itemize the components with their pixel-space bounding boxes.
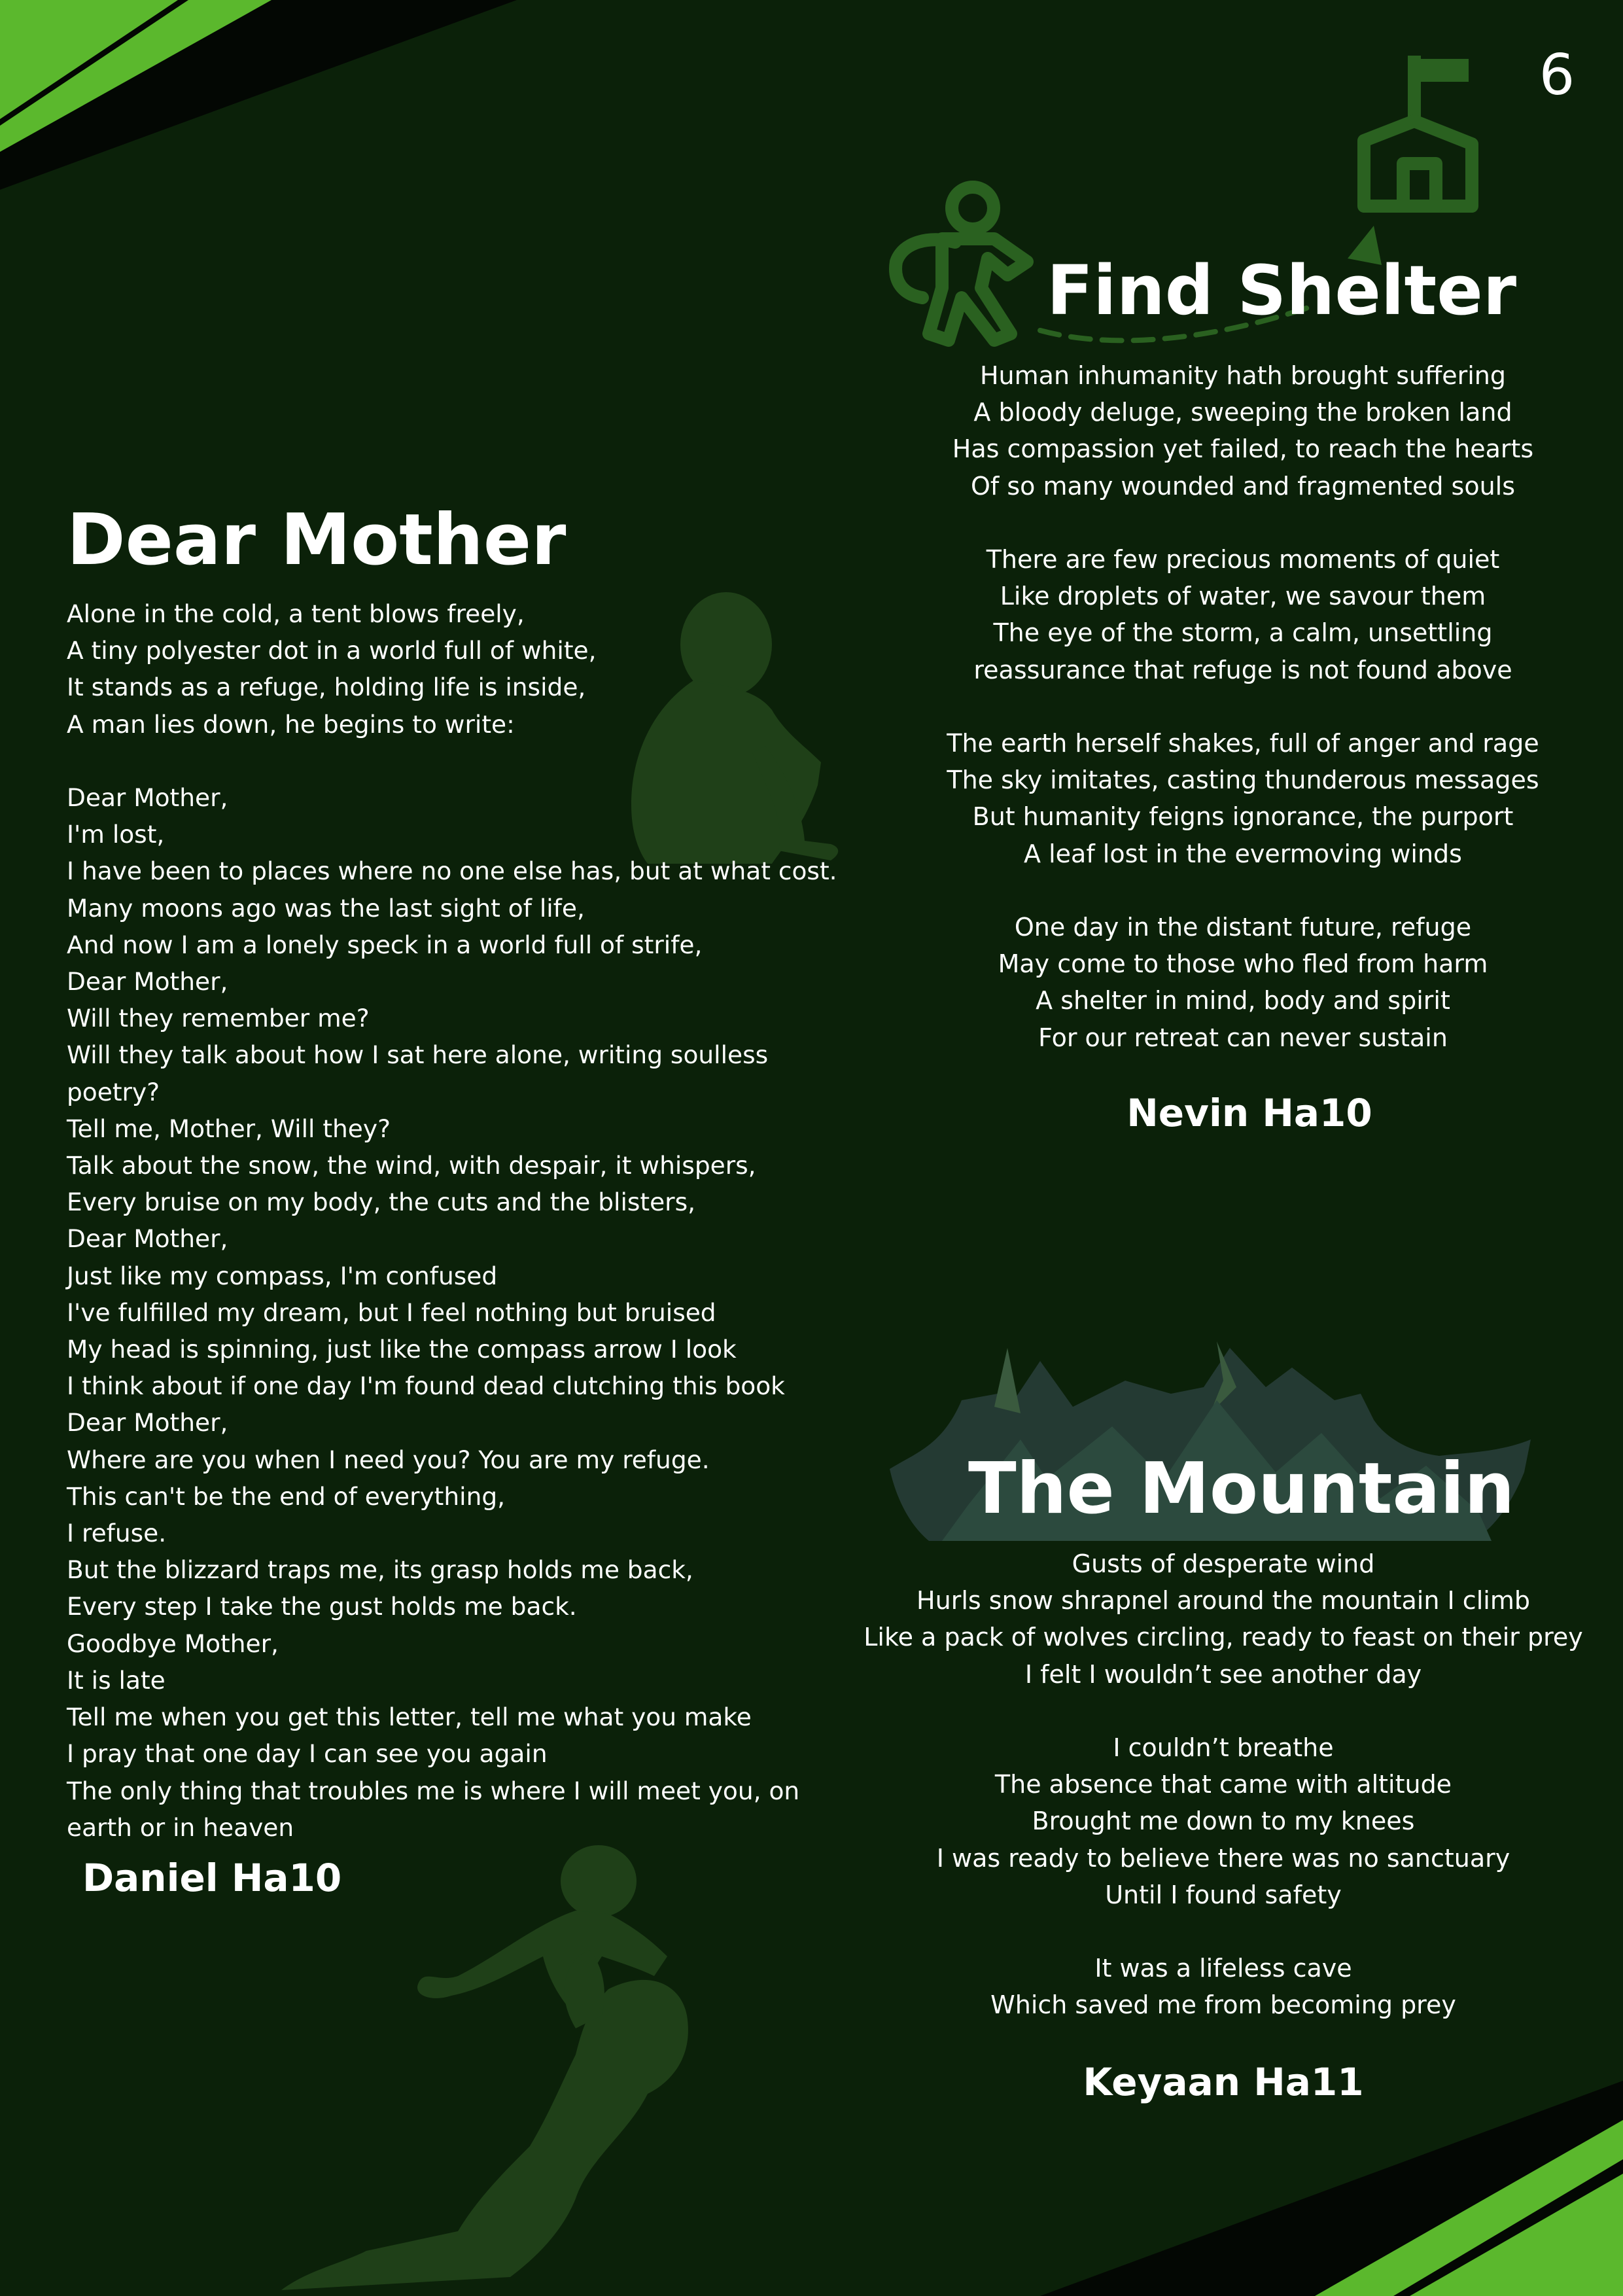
poem-author-keyaan: Keyaan Ha11 — [1083, 2060, 1364, 2104]
house-flag-icon — [1364, 56, 1472, 206]
top-left-corner-stripes — [0, 0, 517, 190]
poem-author-daniel: Daniel Ha10 — [82, 1856, 342, 1900]
mother-lifting-child-silhouette — [281, 1845, 688, 2290]
poem-title-dear-mother: Dear Mother — [67, 499, 567, 581]
poem-author-nevin: Nevin Ha10 — [1126, 1091, 1372, 1135]
page-number: 6 — [1539, 43, 1575, 108]
poem-title-the-mountain: The Mountain — [968, 1448, 1515, 1530]
bottom-right-corner-stripes — [1040, 2081, 1623, 2296]
poem-title-find-shelter: Find Shelter — [1047, 251, 1517, 330]
poem-body-dear-mother: Alone in the cold, a tent blows freely, A tiny polyester dot in a world full of white, It stands as a refuge, holding life is inside, A man lies down, he begins to write: Dear Mother, I'm lost, I have been to places where no one else has, but at what cost. Many moons ago was the last sight of life, And now I am a lonely speck in a world full of strife, Dear Mother, Will they remember me? Will they talk about how I sat here alone, writing soulless poetry? Tell me, Mother, Will they? Talk about the snow, the wind, with despair, it whispers, Every bruise on my body, the cuts and the blisters, Dear Mother, Just like my compass, I'm confused I've fulfilled my dream, but I feel nothing but bruised My head is spinning, just like the compass arrow I look I think about if one day I'm found dead clutching this book Dear Mother, Where are you when I need you? You are my refuge. This can't be the end of everything, I refuse. But the blizzard traps me, its grasp holds me back, Every step I take the gust holds me back. Goodbye Mother, It is late Tell me when you get this letter, tell me what you make I pray that one day I can see you again The only thing that troubles me is where I will meet you, on earth or in heaven — [67, 599, 837, 1842]
poem-body-find-shelter: Human inhumanity hath brought suffering A bloody deluge, sweeping the broken land Has compassion yet failed, to reach the hearts Of so many wounded and fragmented souls There are few precious moments of quiet Like droplets of water, we savour them The eye of the storm, a calm, unsettling reassurance that refuge is not found above The earth herself shakes, full of anger and rage The sky imitates, casting thunderous messages But humanity feigns ignorance, the purport A leaf lost in the evermoving winds One day in the distant future, refuge May come to those who fled from harm A shelter in mind, body and spirit For our retreat can never sustain — [947, 361, 1539, 1052]
poem-body-the-mountain: Gusts of desperate wind Hurls snow shrapnel around the mountain I climb Like a pack of wolves circling, ready to feast on their prey I felt I wouldn’t see another day I couldn’t breathe The absence that came with altitude Brought me down to my knees I was ready to believe there was no sanctuary Until I found safety It was a lifeless cave Which saved me from becoming prey — [864, 1549, 1583, 2020]
